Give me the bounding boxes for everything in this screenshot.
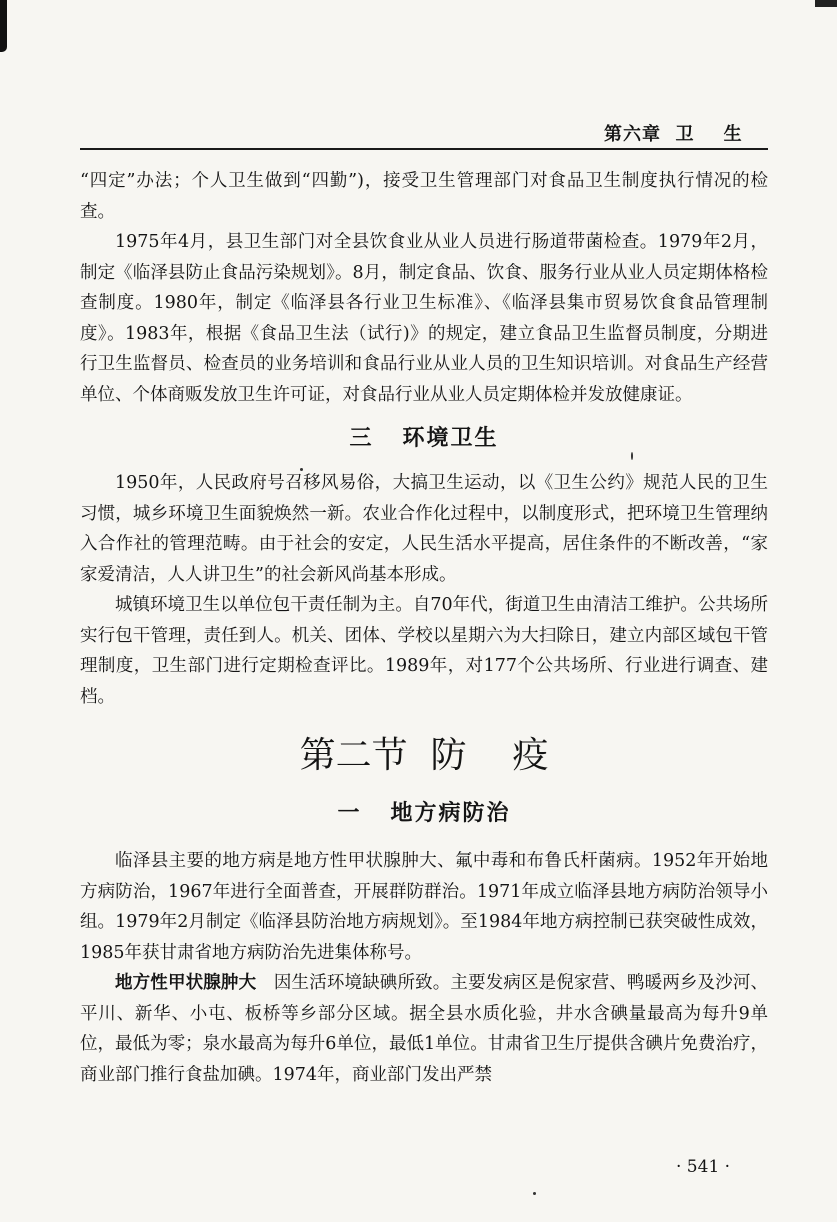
- goiter-text: 因生活环境缺碘所致。主要发病区是倪家营、鸭暖两乡及沙河、平川、新华、小屯、板桥等乡部分区域。据全县水质化验，井水含碘量最高为每升9单位，最低为零；泉水最高为每升6单位，最低1单位。甘肃省卫生厅提供含碘片免费治疗，商业部门推行食盐加碘。1974年，商业部门发出严禁: [80, 973, 769, 1085]
- scan-speck: [300, 468, 303, 471]
- goiter-lead-term: 地方性甲状腺肿大: [115, 973, 257, 993]
- paragraph-goiter: [80, 968, 768, 1090]
- paragraph-food-hygiene: 1975年4月，县卫生部门对全县饮食业从业人员进行肠道带菌检查。1979年2月，制定《临泽县防止食品污染规划》。8月，制定食品、饮食、服务行业从业人员定期体格检查制度。1980年，制定《临泽县各行业卫生标准》、《临泽县集市贸易饮食食品管理制度》。1983年，根据《食品卫生法（试行)》的规定，建立食品卫生监督员制度，分期进行卫生监督员、检查员的业务培训和食品行业从业人员的卫生知识培训。对食品生产经营单位、个体商贩发放卫生许可证，对食品行业从业人员定期体检并发放健康证。: [80, 232, 768, 405]
- scan-speck: [533, 1192, 536, 1195]
- page-body: [80, 166, 768, 1090]
- heading-endemic-disease: 一 地方病防治: [337, 801, 511, 826]
- paragraph-urban-environment: 城镇环境卫生以单位包干责任制为主。自70年代，街道卫生由清洁工维护。公共场所实行包干管理，责任到人。机关、团体、学校以星期六为大扫除日，建立内部区域包干管理制度，卫生部门进行定期检查评比。1989年，对177个公共场所、行业进行调查、建档。: [80, 595, 768, 707]
- header-rule: [80, 148, 768, 150]
- page-number: · 541 ·: [676, 1157, 731, 1177]
- paragraph-environment-1950: 1950年，人民政府号召移风易俗，大搞卫生运动，以《卫生公约》规范人民的卫生习惯，城乡环境卫生面貌焕然一新。农业合作化过程中，以制度形式，把环境卫生管理纳入合作社的管理范畴。由于社会的安定，人民生活水平提高，居住条件的不断改善，“家家爱清洁，人人讲卫生”的社会新风尚基本形成。: [80, 473, 768, 585]
- section-title-epidemic-prevention: 第二节 防 疫: [299, 735, 549, 776]
- running-header-chapter: 第六章 卫 生: [604, 124, 743, 145]
- scan-speck: [631, 452, 633, 460]
- scan-corner-mark: [815, 0, 837, 7]
- scan-edge-mark: [0, 0, 7, 52]
- paragraph-continued: “四定”办法；个人卫生做到“四勤”)，接受卫生管理部门对食品卫生制度执行情况的检查。: [80, 171, 768, 222]
- heading-environmental-hygiene: 三 环境卫生: [349, 426, 499, 451]
- paragraph-endemic-overview: 临泽县主要的地方病是地方性甲状腺肿大、氟中毒和布鲁氏杆菌病。1952年开始地方病防治，1967年进行全面普查，开展群防群治。1971年成立临泽县地方病防治领导小组。1979年2月制定《临泽县防治地方病规划》。至1984年地方病控制已获突破性成效，1985年获甘肃省地方病防治先进集体称号。: [80, 851, 768, 963]
